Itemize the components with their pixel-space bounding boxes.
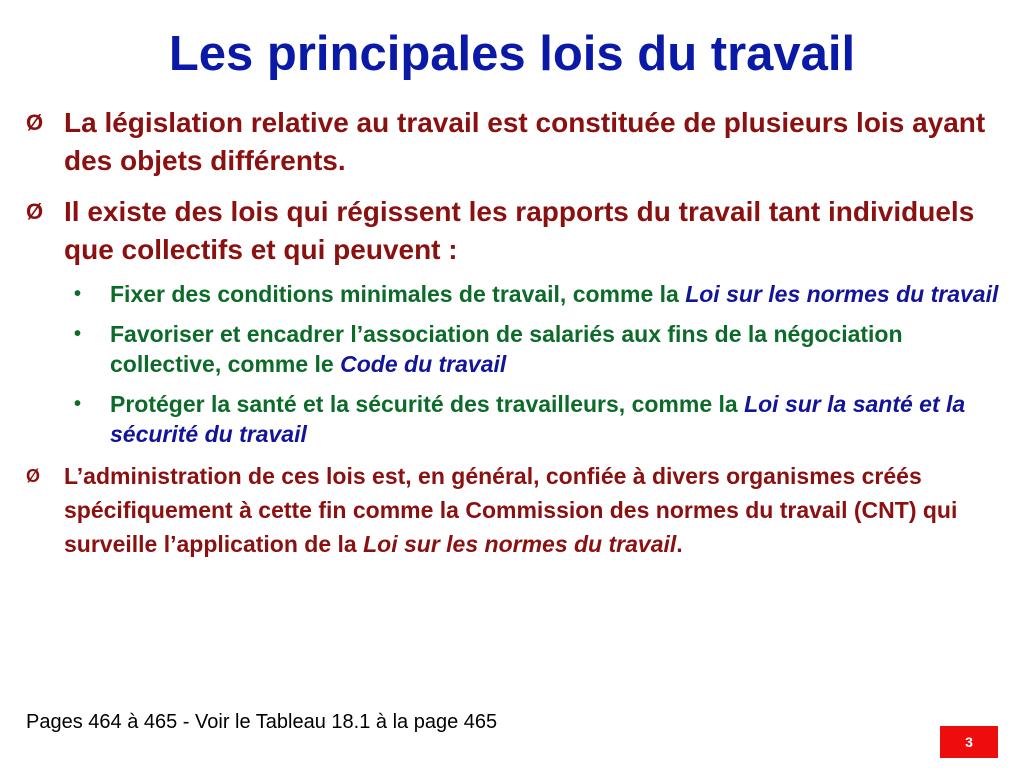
bullet-text: Il existe des lois qui régissent les rapports du travail tant individuels que collectifs et qui peuvent : [64, 196, 975, 265]
page-reference: Pages 464 à 465 - Voir le Tableau 18.1 à la page 465 [26, 711, 498, 733]
subbullet-body: Protéger la santé et la sécurité des travailleurs, comme la [110, 391, 745, 417]
bullet-lois [26, 193, 1001, 269]
arrow-bullet-icon: Ø [26, 110, 44, 135]
bullet-administration [26, 459, 1001, 561]
arrow-bullet-icon: Ø [26, 199, 44, 224]
subbullet-text [110, 389, 1001, 449]
subbullet-code [74, 319, 1001, 379]
dot-bullet-icon: • [74, 393, 82, 415]
bullet-ending: . [676, 531, 683, 557]
slide-title: Les principales lois du travail [168, 27, 856, 81]
bullet-body: L’administration de ces lois est, en général, confiée à divers organismes créés spécifiquement à cette fin comme la Commission des normes du travail (CNT) qui surveille l’application de la [64, 463, 958, 557]
subbullet-body: Fixer des conditions minimales de travail, comme la [110, 281, 686, 307]
bullet-legislation [26, 104, 1001, 180]
bullet-text [64, 459, 1001, 561]
dot-bullet-icon: • [74, 283, 82, 305]
bullet-text: La législation relative au travail est constituée de plusieurs lois ayant des objets différents. [64, 107, 986, 176]
subbullet-text [110, 279, 1001, 309]
law-title: Code du travail [340, 351, 507, 377]
law-title: Loi sur la santé et la sécurité du travail [110, 391, 966, 447]
slide-number-badge: 3 [940, 726, 998, 758]
subbullet-normes [74, 279, 1001, 309]
arrow-bullet-icon: Ø [26, 466, 41, 486]
law-title: Loi sur les normes du travail [685, 281, 999, 307]
law-title: Loi sur les normes du travail [363, 531, 677, 557]
subbullet-sante [74, 389, 1001, 449]
dot-bullet-icon: • [74, 323, 82, 345]
slide-content [26, 104, 1001, 561]
subbullet-text [110, 319, 1001, 379]
subbullet-body: Favoriser et encadrer l’association de salariés aux fins de la négociation collective, comme le [110, 321, 903, 377]
